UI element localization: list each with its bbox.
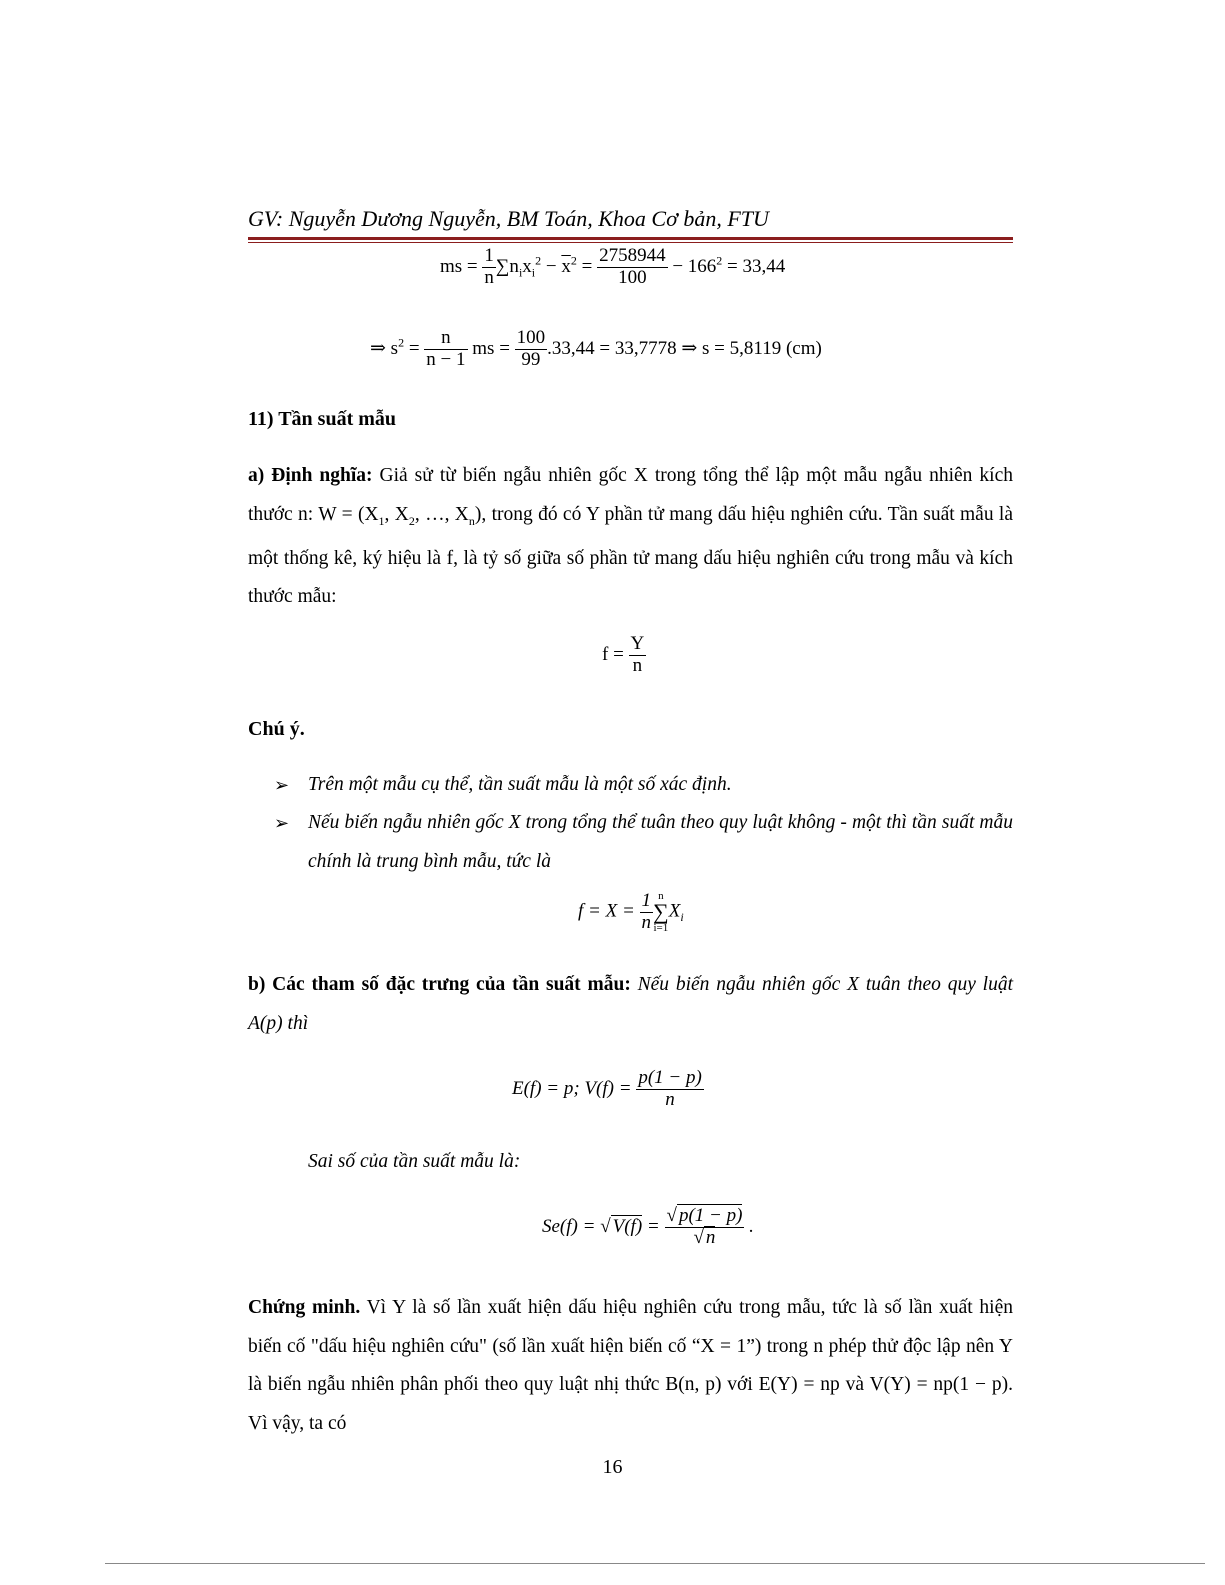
bullet-item [274, 804, 1013, 881]
denominator: n − 1 [426, 348, 466, 370]
subscript: i [680, 910, 684, 925]
arrow-bullet-icon: ➢ [274, 813, 290, 833]
eq-text: . [744, 1215, 754, 1237]
denominator: n [629, 655, 647, 677]
denominator: n [641, 911, 652, 933]
proof-text: Vì Y là số lần xuất hiện dấu hiệu nghiên cứu trong mẫu, tức là số lần xuất hiện biến cố "dấu hiệu nghiên cứu" (số lần xuất hiện biến cố “X = 1”) trong n phép thử độc lập nên Y là biến ngẫu nhiên phân phối theo quy luật nhị thức B(n, p) với E(Y) = np và V(Y) = np(1 − p). Vì vậy, ta có [248, 1297, 1013, 1434]
bullet-item [274, 766, 1013, 805]
eq-text: X [668, 900, 681, 922]
definition-text: , X [384, 503, 409, 525]
equation-mean [578, 890, 684, 934]
sum-lower: i=1 [653, 921, 669, 934]
denominator: n [636, 1089, 703, 1111]
eq-text: − 166 [667, 255, 717, 277]
eq-text: f = [602, 643, 629, 665]
header-rule-thin [248, 242, 1013, 243]
equation-ev [512, 1068, 704, 1111]
sqrt-content: n [705, 1226, 716, 1248]
eq-text: ms = [440, 255, 483, 277]
fraction [629, 634, 647, 677]
equation-f [602, 634, 646, 677]
definition-text: , …, X [414, 503, 469, 525]
definition-text: Giả sử từ biến ngẫu nhiên gốc X trong tổng thể lập một mẫu ngẫu nhiên kích thước n: W = (X [248, 465, 1013, 525]
eq-text: .33,44 = 33,7778 ⇒ s = 5,8119 (cm) [547, 337, 822, 359]
subscript: 2 [408, 513, 415, 528]
note-title: Chú ý. [248, 718, 305, 740]
eq-text: = [576, 255, 598, 277]
numerator: 2758944 [599, 245, 666, 266]
denominator: 100 [597, 267, 668, 289]
numerator: Y [630, 633, 645, 654]
subscript: n [468, 513, 475, 528]
sum-sign: n ∑ i=1 [653, 890, 669, 934]
params-label: b) Các tham số đặc trưng của tần suất mẫu: [248, 974, 631, 995]
fraction [515, 328, 548, 371]
eq-text: = [404, 337, 425, 359]
fraction: $\frac{√ p(1 - p)}{√ n}$ [666, 1205, 743, 1248]
eq-text: Se(f) = [542, 1215, 601, 1237]
sqrt-content: V(f) [612, 1215, 643, 1237]
section-title: 11) Tần suất mẫu [248, 408, 397, 430]
proof-paragraph [248, 1289, 1013, 1443]
denominator: 99 [515, 349, 548, 371]
eq-text: f = X = [578, 900, 640, 922]
fraction [597, 246, 668, 289]
fraction [636, 1068, 703, 1111]
eq-text: − [541, 255, 562, 277]
header-rule [248, 237, 1013, 240]
eq-text: = 33,44 [722, 255, 786, 277]
definition-text: ), trong đó có Y phần tử mang dấu hiệu nghiên cứu. Tần suất mẫu là một thống kê, ký hiệu là f, là tỷ số giữa số phần tử mang dấu hiệu nghiên cứu trong mẫu và kích thước mẫu: [248, 503, 1013, 608]
bullet-text: Trên một mẫu cụ thể, tần suất mẫu là một số xác định. [308, 774, 732, 795]
bottom-rule [105, 1563, 1205, 1564]
eq-text: ⇒ s [370, 337, 399, 359]
proof-label: Chứng minh. [248, 1297, 361, 1318]
numerator: 1 [641, 889, 652, 911]
sqrt-content: p(1 − p) [678, 1205, 743, 1226]
denominator: n [484, 266, 494, 288]
running-header: GV: Nguyễn Dương Nguyễn, BM Toán, Khoa Cơ bản, FTU [248, 206, 769, 231]
subscript: 1 [378, 513, 385, 528]
fraction [424, 328, 467, 371]
numerator: n [441, 327, 451, 348]
bullet-text: Nếu biến ngẫu nhiên gốc X trong tổng thể tuân theo quy luật không - một thì tần suất mẫu chính là trung bình mẫu, tức là [308, 812, 1013, 872]
eq-text: = [642, 1215, 665, 1237]
fraction [640, 891, 654, 934]
eq-text: ms = [467, 337, 515, 359]
eq-text: E(f) = p; V(f) = [512, 1077, 637, 1099]
page-number: 16 [602, 1456, 623, 1478]
definition-label: a) Định nghĩa: [248, 465, 373, 486]
numerator: 1 [484, 245, 494, 266]
numerator: 100 [516, 327, 546, 348]
equation-ms: ms = $\frac{1}{n}$ $\sum n_ix_i^2 - \overline{x}^2$ = $\frac{2758944}{100}$ − $166^2 = 33,44$ [440, 245, 786, 288]
definition-paragraph [248, 457, 1013, 617]
equation-se: Se(f) = √ V(f) = $\frac{√ p(1 - p)}{√ n}$ . [542, 1205, 754, 1248]
eq-text: ∑n [495, 255, 519, 277]
arrow-bullet-icon: ➢ [274, 775, 290, 795]
sum-upper: n [658, 890, 664, 902]
params-text: Nếu biến ngẫu nhiên gốc X tuân theo quy luật A(p) thì [248, 974, 1013, 1034]
fraction [482, 246, 496, 289]
equation-s: ⇒ $s^2$ = $\frac{n}{n - 1}$ ms = $\frac{100}{99}$ .33,44 = 33,7778 ⇒ s = 5,8119 (cm) [370, 327, 822, 370]
numerator: p(1 − p) [638, 1067, 702, 1088]
params-paragraph [248, 966, 1013, 1043]
error-label: Sai số của tần suất mẫu là: [308, 1151, 521, 1172]
